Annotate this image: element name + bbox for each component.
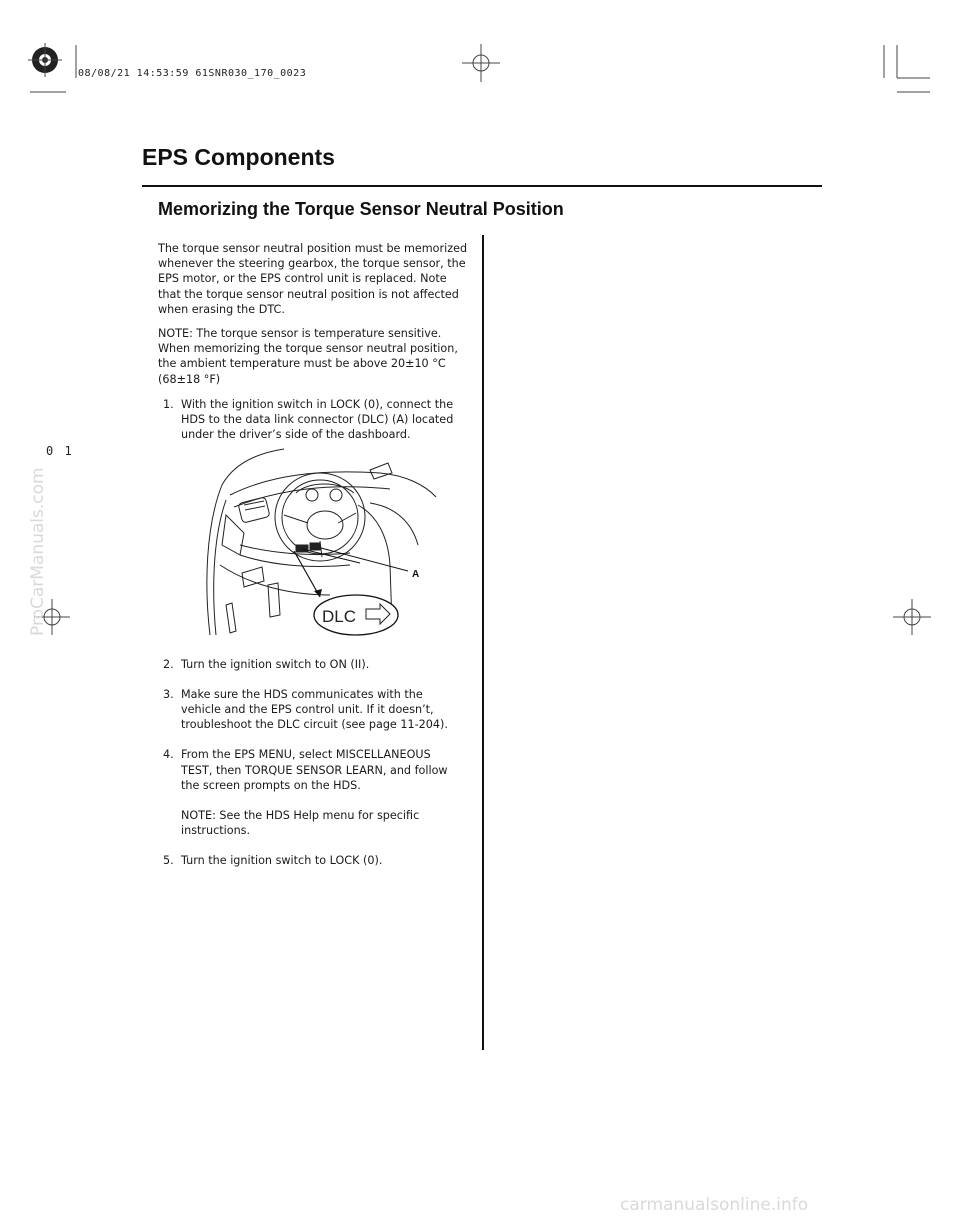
bottom-watermark: carmanualsonline.info: [620, 1195, 809, 1215]
title-rule: [142, 185, 822, 187]
step-note: NOTE: See the HDS Help menu for specific instructions.: [181, 809, 420, 838]
step-number: 2.: [163, 657, 174, 671]
step-text: [181, 747, 465, 838]
column-divider: [482, 235, 484, 1050]
step-number: 4.: [163, 748, 174, 762]
intro-paragraph: The torque sensor neutral position must be memorized whenever the steering gearbox, the torque sensor, the EPS motor, or the EPS control unit is replaced. Note that the torque sensor neutral position is not affected when erasing the DTC.: [158, 242, 468, 316]
step-number: 5.: [163, 854, 174, 868]
step-item: [163, 657, 465, 672]
step-text: Make sure the HDS communicates with the vehicle and the EPS control unit. If it doesn’t, troubleshoot the DLC circuit (see page 11-204).: [181, 687, 448, 732]
section-title: EPS Components: [142, 144, 335, 170]
crosshair-right: [893, 599, 931, 635]
crosshair-top: [462, 44, 500, 82]
dlc-label: DLC: [322, 607, 357, 626]
step-number: 3.: [163, 687, 174, 701]
temperature-note: NOTE: The torque sensor is temperature sensitive. When memorizing the torque sensor neutral position, the ambient temperature must be above 20±10 °C (68±18 °F): [158, 327, 458, 386]
side-page-number: 0 1: [46, 444, 74, 458]
procedure-title: Memorizing the Torque Sensor Neutral Position: [158, 199, 564, 219]
step-number: 1.: [163, 398, 174, 411]
print-stamp: 08/08/21 14:53:59 61SNR030_170_0023: [78, 68, 307, 79]
target-mark-top-left: [28, 43, 62, 77]
step-item: [163, 397, 465, 443]
step-text: With the ignition switch in LOCK (0), connect the HDS to the data link connector (DLC) (A) located under the driver’s side of the dashboard.: [181, 398, 454, 442]
dlc-location-figure: [200, 445, 440, 640]
step-main-text: From the EPS MENU, select MISCELLANEOUS TEST, then TORQUE SENSOR LEARN, and follow the screen prompts on the HDS.: [181, 748, 448, 792]
step-text: Turn the ignition switch to LOCK (0).: [181, 854, 383, 868]
step-text: Turn the ignition switch to ON (II).: [181, 657, 370, 671]
step-item: [163, 747, 465, 838]
callout-label-a: A: [412, 569, 420, 580]
left-watermark: ProCarManuals.com: [28, 467, 48, 636]
step-item: [163, 853, 465, 868]
step-item: [163, 687, 465, 733]
